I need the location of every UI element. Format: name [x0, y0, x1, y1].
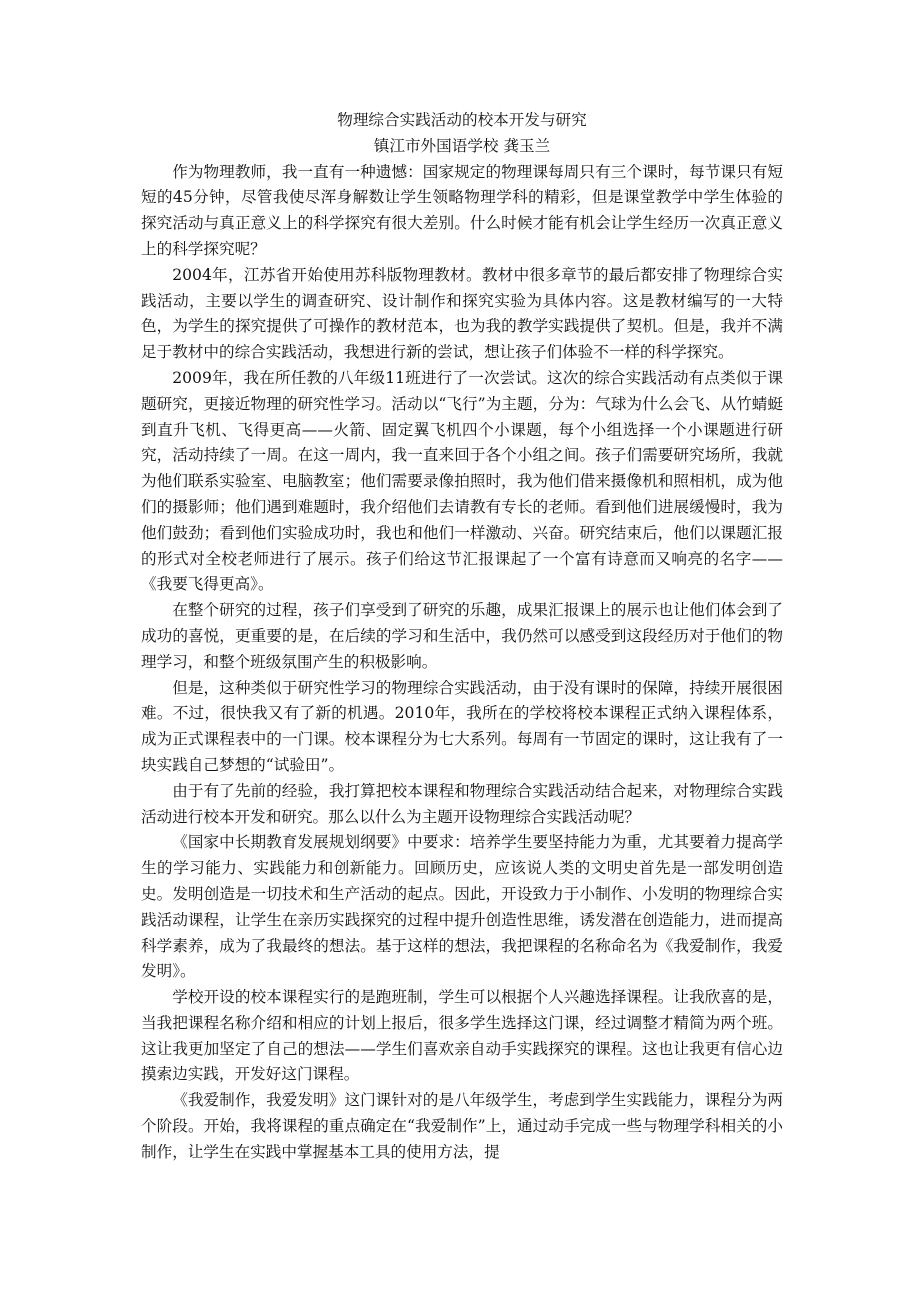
document-title: 物理综合实践活动的校本开发与研究 — [337, 111, 587, 129]
document-author: 镇江市外国语学校 龚玉兰 — [373, 136, 551, 155]
paragraph: 由于有了先前的经验，我打算把校本课程和物理综合实践活动结合起来，对物理综合实践活动进行校本开发和研究。那么以什么为主题开设物理综合实践活动呢？ — [141, 781, 783, 826]
paragraph: 2004年，江苏省开始使用苏科版物理教材。教材中很多章节的最后都安排了物理综合实践活动，主要以学生的调查研究、设计制作和探究实验为具体内容。这是教材编写的一大特色，为学生的探究提供了可操作的教材范本，也为我的教学实践提供了契机。但是，我并不满足于教材中的综合实践活动，我想进行新的尝试，想让孩子们体验不一样的科学探究。 — [141, 265, 783, 362]
document-page — [141, 108, 783, 1166]
paragraph: 《国家中长期教育发展规划纲要》中要求：培养学生要坚持能力为重，尤其要着力提高学生的学习能力、实践能力和创新能力。回顾历史，应该说人类的文明史首先是一部发明创造史。发明创造是一切技术和生产活动的起点。因此，开设致力于小制作、小发明的物理综合实践活动课程，让学生在亲历实践探究的过程中提升创造性思维，诱发潜在创造能力，进而提高科学素养，成为了我最终的想法。基于这样的想法，我把课程的名称命名为《我爱制作，我爱发明》。 — [141, 833, 783, 981]
paragraph: 作为物理教师，我一直有一种遗憾：国家规定的物理课每周只有三个课时，每节课只有短短的45分钟，尽管我使尽浑身解数让学生领略物理学科的精彩，但是课堂教学中学生体验的探究活动与真正意义上的科学探究有很大差别。什么时候才能有机会让学生经历一次真正意义上的科学探究呢？ — [141, 162, 783, 258]
paragraph: 在整个研究的过程，孩子们享受到了研究的乐趣，成果汇报课上的展示也让他们体会到了成功的喜悦，更重要的是，在后续的学习和生活中，我仍然可以感受到这段经历对于他们的物理学习，和整个班级氛围产生的积极影响。 — [141, 601, 783, 671]
paragraph: 2009年，我在所任教的八年级11班进行了一次尝试。这次的综合实践活动有点类似于课题研究，更接近物理的研究性学习。活动以“飞行”为主题，分为：气球为什么会飞、从竹蜻蜓到直升飞机、飞得更高——火箭、固定翼飞机四个小课题，每个小组选择一个小课题进行研究，活动持续了一周。在这一周内，我一直来回于各个小组之间。孩子们需要研究场所，我就为他们联系实验室、电脑教室；他们需要录像拍照时，我为他们借来摄像机和照相机，成为他们的摄影师；他们遇到难题时，我介绍他们去请教有专长的老师。看到他们进展缓慢时，我为他们鼓劲；看到他们实验成功时，我也和他们一样激动、兴奋。研究结束后，他们以课题汇报的形式对全校老师进行了展示。孩子们给这节汇报课起了一个富有诗意而又响亮的名字——《我要飞得更高》。 — [141, 368, 783, 594]
paragraph: 但是，这种类似于研究性学习的物理综合实践活动，由于没有课时的保障，持续开展很困难。不过，很快我又有了新的机遇。2010年，我所在的学校将校本课程正式纳入课程体系，成为正式课程表中的一门课。校本课程分为七大系列。每周有一节固定的课时，这让我有了一块实践自己梦想的“试验田”。 — [141, 678, 783, 774]
paragraph: 《我爱制作，我爱发明》这门课针对的是八年级学生，考虑到学生实践能力，课程分为两个阶段。开始，我将课程的重点确定在“我爱制作”上，通过动手完成一些与物理学科相关的小制作，让学生在实践中掌握基本工具的使用方法，提 — [141, 1091, 783, 1161]
paragraph: 学校开设的校本课程实行的是跑班制，学生可以根据个人兴趣选择课程。让我欣喜的是，当我把课程名称介绍和相应的计划上报后，很多学生选择这门课，经过调整才精简为两个班。这让我更加坚定了自己的想法——学生们喜欢亲自动手实践探究的课程。这也让我更有信心边摸索边实践，开发好这门课程。 — [141, 988, 783, 1084]
